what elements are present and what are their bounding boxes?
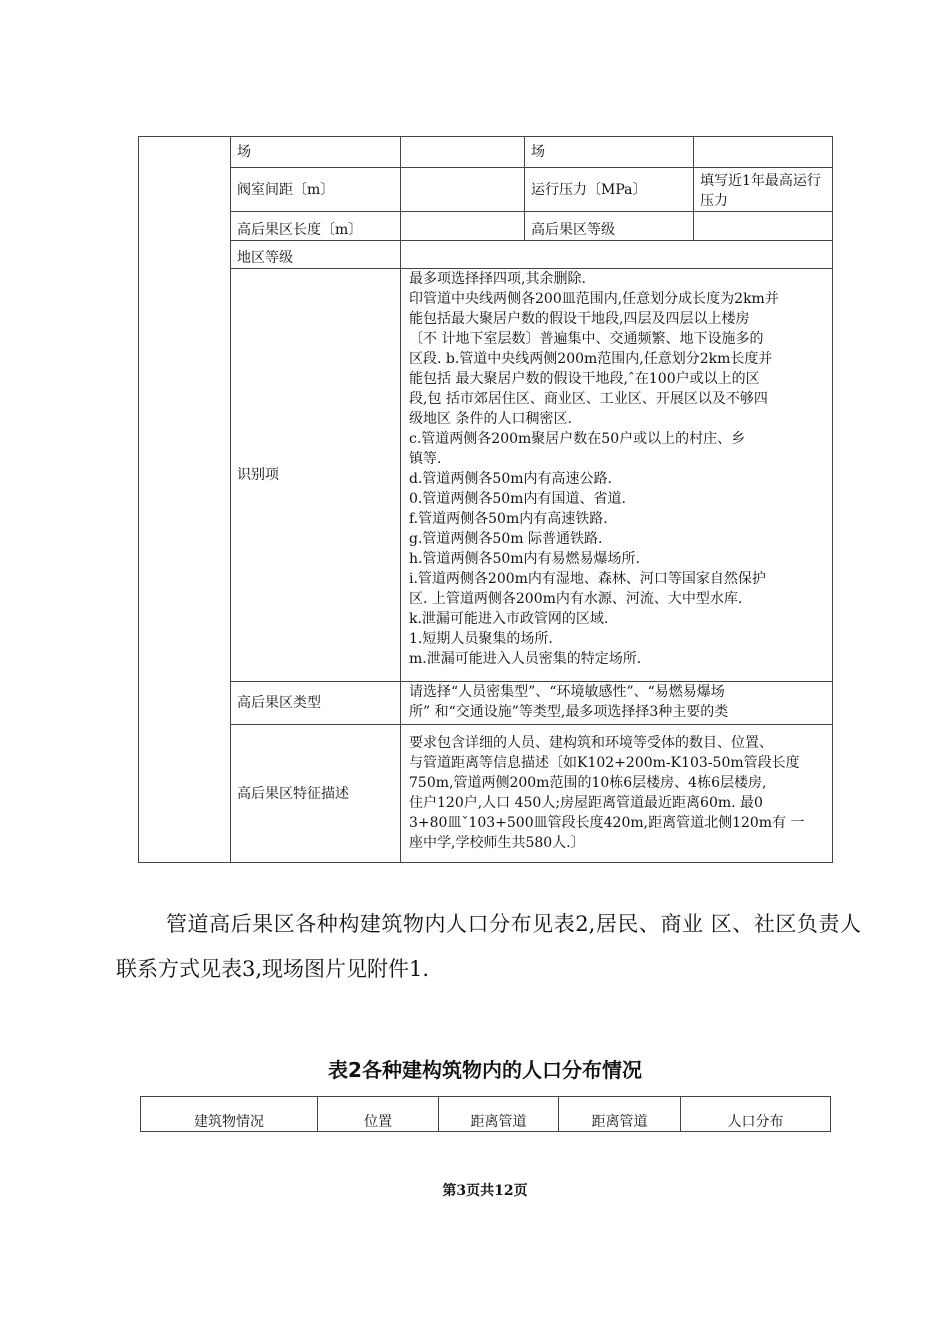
table2-title: 表2各种建构筑物内的人口分布情况 bbox=[328, 1058, 642, 1082]
text-line: 镇等. bbox=[409, 451, 442, 467]
text-line: c.管道两侧各200m聚居户数在50户或以上的村庄、乡 bbox=[409, 431, 746, 447]
hc-type-label: 高后果区类型 bbox=[231, 682, 401, 725]
table-row-hc-type bbox=[139, 682, 833, 725]
text-line: d.管道两侧各50m内有高速公路. bbox=[409, 471, 612, 487]
text-line: f.管道两侧各50m内有高速铁路. bbox=[409, 511, 608, 527]
hc-length-label: 高后果区长度〔m〕 bbox=[231, 212, 401, 241]
site-value-right bbox=[694, 137, 833, 168]
area-class-value bbox=[401, 241, 833, 269]
pipeline-info-table bbox=[138, 136, 833, 863]
operating-pressure-label: 运行压力〔MPa〕 bbox=[525, 168, 694, 212]
hc-grade-label: 高后果区等级 bbox=[525, 212, 694, 241]
header-population: 人口分布 bbox=[681, 1097, 831, 1132]
text-line: 区. 上管道两侧各200m内有水源、河流、大中型水库. bbox=[409, 591, 743, 607]
table-row-identify bbox=[139, 269, 833, 682]
blank-left-cell bbox=[139, 137, 231, 863]
text-line: 请选择“人员密集型”、“环境敏感性”、“易燃易爆场 bbox=[409, 684, 725, 700]
text-line: 〔不 计地下室层数〕普遍集中、交通频繁、地下设施多的 bbox=[409, 331, 764, 347]
valve-distance-label: 阀室间距〔m〕 bbox=[231, 168, 401, 212]
text-line: k.泄漏可能进入市政管网的区域. bbox=[409, 611, 609, 627]
hc-length-value bbox=[401, 212, 525, 241]
table-row-area-class bbox=[139, 241, 833, 269]
text-line: g.管道两侧各50m 际普通铁路. bbox=[409, 531, 603, 547]
hc-type-guidance bbox=[401, 682, 833, 725]
text-line: 最多项选择择四项,其余删除. bbox=[409, 271, 586, 287]
header-location: 位置 bbox=[318, 1097, 439, 1132]
hc-grade-value bbox=[694, 212, 833, 241]
text-line: 750m,管道两侧200m范围的10栋6层楼房、4栋6层楼房, bbox=[409, 775, 767, 791]
text-line: 座中学,学校师生共580人.〕 bbox=[409, 835, 585, 851]
text-line: 与管道距离等信息描述〔如K102+200m-K103-50m管段长度 bbox=[409, 755, 800, 771]
valve-distance-value bbox=[401, 168, 525, 212]
text-line: 0.管道两侧各50m内有国道、省道. bbox=[409, 491, 626, 507]
text-line: 1.短期人员聚集的场所. bbox=[409, 631, 553, 647]
population-table bbox=[140, 1096, 831, 1132]
header-building: 建筑物情况 bbox=[141, 1097, 318, 1132]
page-footer: 第3页共12页 bbox=[442, 1183, 528, 1199]
text-line: h.管道两侧各50m内有易燃易爆场所. bbox=[409, 551, 641, 567]
text-line: 住户120户,人口 450人;房屋距离管道最近距离60m. 最0 bbox=[409, 795, 763, 811]
site-label-left: 场 bbox=[231, 137, 401, 168]
identify-label: 识别项 bbox=[231, 269, 401, 682]
area-class-label: 地区等级 bbox=[231, 241, 401, 269]
header-distance-1: 距离管道 bbox=[439, 1097, 559, 1132]
table-row-site bbox=[139, 137, 833, 168]
body-paragraph: 管道高后果区各种构建筑物内人口分布见表2,居民、商业 区、社区负责人联系方式见表3,现场图片见附件1. bbox=[116, 912, 861, 981]
text-line: 能包括 最大聚居户数的假设干地段,ˆ在100户或以上的区 bbox=[409, 371, 760, 387]
text-line: 所” 和“交通设施”等类型,最多项选择择3种主要的类 bbox=[409, 704, 729, 720]
header-distance-2: 距离管道 bbox=[559, 1097, 681, 1132]
text-line: 区段. b.管道中央线两侧200m范围内,任意划分2km长度并 bbox=[409, 351, 773, 367]
table-row-hc-length bbox=[139, 212, 833, 241]
text-line: m.泄漏可能进入人员密集的特定场所. bbox=[409, 651, 642, 667]
text-line: 印管道中央线两侧各200皿范围内,任意划分成长度为2km并 bbox=[409, 291, 779, 307]
text-line: i.管道两侧各200m内有湿地、森林、河口等国家自然保护 bbox=[409, 571, 766, 587]
text-line: 3+80皿ˇ103+500皿管段长度420m,距离管道北侧120m有 一 bbox=[409, 815, 805, 831]
hc-type-lines bbox=[409, 682, 826, 722]
text-line: 级地区 条件的人口稠密区. bbox=[409, 411, 572, 427]
site-value-left bbox=[401, 137, 525, 168]
hc-desc-lines bbox=[409, 733, 826, 853]
text-line: 段,包 括市郊居住区、商业区、工业区、开展区以及不够四 bbox=[409, 391, 768, 407]
text-line: 要求包含详细的人员、建构筑和环境等受体的数目、位置、 bbox=[409, 735, 773, 751]
table-row-valve bbox=[139, 168, 833, 212]
text-line: 能包括最大聚居户数的假设干地段,四层及四层以上楼房 bbox=[409, 311, 750, 327]
table2-header-row bbox=[141, 1097, 831, 1132]
identify-lines bbox=[409, 269, 826, 669]
operating-pressure-value: 填写近1年最高运行压力 bbox=[694, 168, 833, 212]
identify-items bbox=[401, 269, 833, 682]
hc-desc-label: 高后果区特征描述 bbox=[231, 725, 401, 863]
table-row-hc-desc bbox=[139, 725, 833, 863]
hc-desc-guidance bbox=[401, 725, 833, 863]
site-label-right: 场 bbox=[525, 137, 694, 168]
